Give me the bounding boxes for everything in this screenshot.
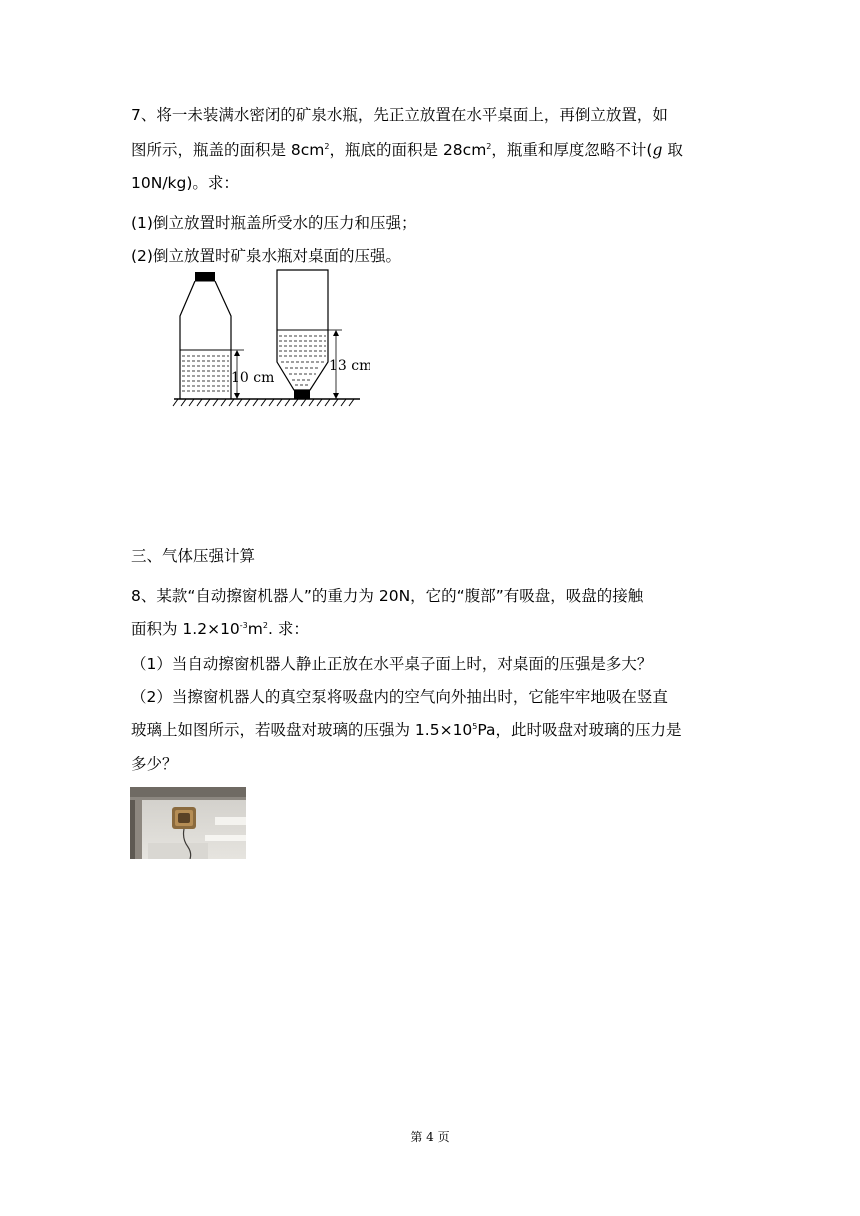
window-robot-photo <box>130 787 246 859</box>
q7-line-2: 图所示，瓶盖的面积是 $8cm^2$，瓶底的面积是 $28cm^2$，瓶重和厚度忽略不计(g 取 <box>131 141 683 159</box>
upright-height-label: 10 cm <box>231 370 275 386</box>
inverted-height-label: 13 cm <box>329 358 370 374</box>
q8-sub-question-2-line-1: （2）当擦窗机器人的真空泵将吸盘内的空气向外抽出时，它能牢牢地吸在竖直 <box>131 688 668 706</box>
q7-line-1: 7、将一未装满水密闭的矿泉水瓶，先正立放置在水平桌面上，再倒立放置，如 <box>131 106 668 124</box>
q7-sub-question-2: (2)倒立放置时矿泉水瓶对桌面的压强。 <box>131 247 401 265</box>
q7-line-3: 10N/kg)。求： <box>131 174 239 192</box>
section-3-title: 三、气体压强计算 <box>131 547 256 565</box>
q8-sub-question-2-line-2: 玻璃上如图所示，若吸盘对玻璃的压强为 $1.5\times 10^5Pa$，此时吸盘对玻璃的压力是 <box>131 721 682 739</box>
bottle-figure <box>170 268 370 417</box>
page-number: 第 4 页 <box>410 1130 450 1144</box>
q8-sub-question-1: （1）当自动擦窗机器人静止正放在水平桌子面上时，对桌面的压强是多大？ <box>131 655 653 673</box>
q8-line-2: 面积为 $1.2\times 10^{-3}m^2$. 求： <box>131 620 309 638</box>
q7-sub-question-1: (1)倒立放置时瓶盖所受水的压力和压强； <box>131 214 417 232</box>
q8-line-1: 8、某款“自动擦窗机器人”的重力为 20N，它的“腹部”有吸盘，吸盘的接触 <box>131 587 644 605</box>
q8-sub-question-2-line-3: 多少？ <box>131 755 178 773</box>
